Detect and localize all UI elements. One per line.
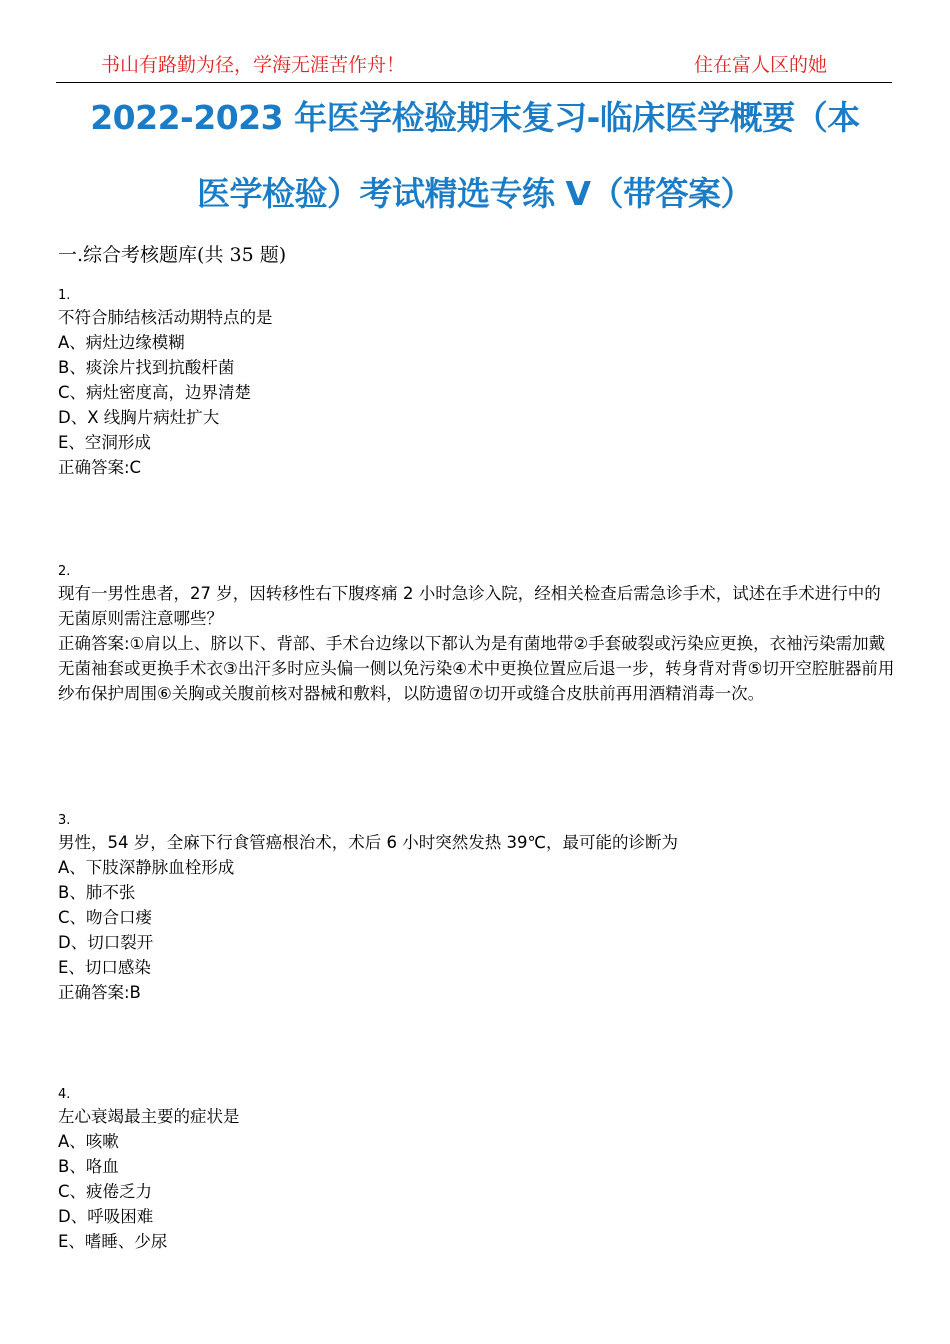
- option-c: C、疲倦乏力: [58, 1182, 153, 1201]
- correct-answer: 正确答案:C: [58, 458, 142, 477]
- question-number: 4.: [58, 1087, 71, 1102]
- question-number: 2.: [58, 564, 71, 579]
- document-title: [56, 80, 894, 232]
- option-a: A、下肢深静脉血栓形成: [58, 858, 235, 877]
- header-right-author: 住在富人区的她: [694, 54, 828, 76]
- title-line-1: 2022-2023 年医学检验期末复习-临床医学概要（本: [90, 98, 860, 137]
- question-3: [58, 812, 896, 1005]
- title-line-2: 医学检验）考试精选专练 V（带答案）: [196, 174, 754, 213]
- question-number: 3.: [58, 813, 71, 828]
- option-e: E、空洞形成: [58, 433, 151, 452]
- question-4: [58, 1086, 896, 1254]
- option-b: B、痰涂片找到抗酸杆菌: [58, 358, 235, 377]
- question-stem: 左心衰竭最主要的症状是: [58, 1107, 240, 1126]
- option-d: D、呼吸困难: [58, 1207, 154, 1226]
- question-2: [58, 563, 896, 706]
- question-stem: 男性，54 岁，全麻下行食管癌根治术，术后 6 小时突然发热 39℃，最可能的诊断为: [58, 833, 678, 852]
- option-c: C、吻合口瘘: [58, 908, 153, 927]
- question-stem: 不符合肺结核活动期特点的是: [58, 308, 273, 327]
- option-b: B、咯血: [58, 1157, 119, 1176]
- option-a: A、病灶边缘模糊: [58, 333, 185, 352]
- option-e: E、切口感染: [58, 958, 151, 977]
- question-1: [58, 287, 896, 480]
- question-stem: 现有一男性患者，27 岁，因转移性右下腹疼痛 2 小时急诊入院，经相关检查后需急诊手术，试述在手术进行中的无菌原则需注意哪些？: [58, 584, 881, 628]
- option-e: E、嗜睡、少尿: [58, 1232, 168, 1251]
- option-a: A、咳嗽: [58, 1132, 119, 1151]
- option-d: D、切口裂开: [58, 933, 154, 952]
- section-heading: 一.综合考核题库(共 35 题): [58, 244, 287, 266]
- option-d: D、X 线胸片病灶扩大: [58, 408, 220, 427]
- question-number: 1.: [58, 288, 71, 303]
- correct-answer: 正确答案:①肩以上、脐以下、背部、手术台边缘以下都认为是有菌地带②手套破裂或污染应更换，衣袖污染需加戴无菌袖套或更换手术衣③出汗多时应头偏一侧以免污染④术中更换位置应后退一步，转身背对背⑤切开空腔脏器前用纱布保护周围⑥关胸或关腹前核对器械和敷料，以防遗留⑦切开或缝合皮肤前再用酒精消毒一次。: [58, 634, 895, 703]
- option-b: B、肺不张: [58, 883, 136, 902]
- header-left-motto: 书山有路勤为径，学海无涯苦作舟！: [101, 54, 406, 76]
- option-c: C、病灶密度高，边界清楚: [58, 383, 252, 402]
- correct-answer: 正确答案:B: [58, 983, 141, 1002]
